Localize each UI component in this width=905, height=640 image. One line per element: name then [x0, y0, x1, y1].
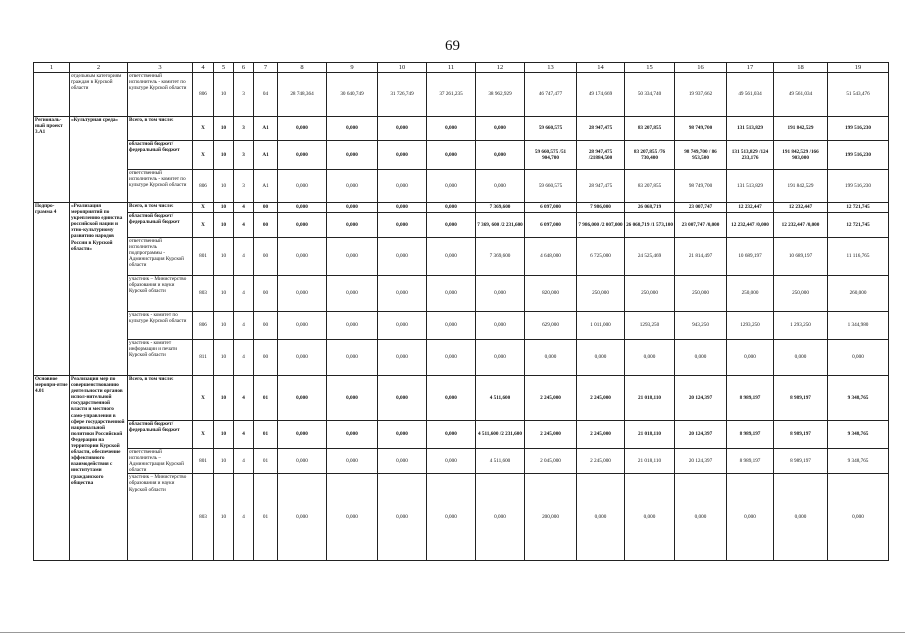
amount-cell: 1 344,980: [828, 312, 889, 340]
funding-source-cell: Всего, в том числе:: [128, 376, 193, 421]
amount-cell: 0,000: [427, 170, 476, 203]
amount-cell: 9 348,765: [828, 449, 889, 474]
amount-cell: 0,000: [727, 340, 774, 376]
amount-cell: 0,000: [427, 474, 476, 561]
amount-cell: 8 989,197: [727, 449, 774, 474]
amount-cell: 1293,250: [625, 312, 675, 340]
status-cell: Региональ-ный проект 3.А1: [34, 117, 70, 203]
amount-cell: 38 962,929: [476, 73, 525, 117]
amount-cell: 250,000: [675, 276, 727, 312]
amount-cell: 20 124,397: [675, 449, 727, 474]
funding-source-cell: Всего, в том числе:: [128, 203, 193, 213]
amount-cell: 83 207,855: [625, 170, 675, 203]
amount-cell: 8 989,197: [727, 421, 774, 449]
amount-cell: 0,000: [675, 340, 727, 376]
amount-cell: 1293,250: [727, 312, 774, 340]
amount-cell: 0,000: [278, 474, 327, 561]
amount-cell: 260,000: [828, 276, 889, 312]
funding-source-cell: участник - комитет информации и печати Курской области: [128, 340, 193, 376]
budget-code-cell: 3: [234, 141, 254, 170]
column-number-cell: 18: [774, 63, 828, 73]
budget-code-cell: 10: [214, 213, 234, 238]
funding-source-cell: областной бюджет/ федеральный бюджет: [128, 141, 193, 170]
amount-cell: 0,000: [625, 474, 675, 561]
budget-code-cell: 4: [234, 312, 254, 340]
budget-code-cell: 01: [254, 421, 278, 449]
name-cell: отдельным категориям граждан в Курской области: [70, 73, 128, 117]
amount-cell: 4 511,600: [476, 449, 525, 474]
amount-cell: 0,000: [378, 376, 427, 421]
amount-cell: 98 749,700 / 86 953,500: [675, 141, 727, 170]
amount-cell: 2 245,000: [577, 376, 625, 421]
funding-source-cell: ответственный исполнитель подпрограммы - Администрация Курской области: [128, 238, 193, 276]
amount-cell: 6 097,000: [525, 203, 577, 213]
amount-cell: 2 245,000: [577, 421, 625, 449]
amount-cell: 12 232,447: [774, 203, 828, 213]
amount-cell: 191 842,529: [774, 117, 828, 141]
amount-cell: 51 543,476: [828, 73, 889, 117]
funding-source-cell: участник – Министерство образования и науки Курской области: [128, 276, 193, 312]
amount-cell: 23 007,747: [675, 203, 727, 213]
table-row: [34, 238, 889, 276]
budget-code-cell: 4: [234, 340, 254, 376]
amount-cell: 0,000: [476, 474, 525, 561]
table-row: [34, 421, 889, 449]
amount-cell: 7 369,600: [476, 238, 525, 276]
budget-code-cell: 10: [214, 141, 234, 170]
budget-code-cell: 10: [214, 312, 234, 340]
amount-cell: 98 749,700: [675, 170, 727, 203]
amount-cell: 0,000: [476, 340, 525, 376]
amount-cell: 26 068,719: [625, 203, 675, 213]
amount-cell: 7 986,000 /2 007,000: [577, 213, 625, 238]
column-number-cell: 14: [577, 63, 625, 73]
amount-cell: 0,000: [327, 203, 378, 213]
table-row: [34, 376, 889, 421]
amount-cell: 200,000: [525, 474, 577, 561]
budget-code-cell: 04: [254, 73, 278, 117]
amount-cell: 131 513,829: [727, 117, 774, 141]
amount-cell: 9 348,765: [828, 376, 889, 421]
amount-cell: 8 989,197: [774, 449, 828, 474]
column-number-cell: 6: [234, 63, 254, 73]
amount-cell: 31 726,749: [378, 73, 427, 117]
amount-cell: 0,000: [378, 141, 427, 170]
amount-cell: 0,000: [278, 421, 327, 449]
budget-code-cell: 10: [214, 117, 234, 141]
amount-cell: 0,000: [476, 117, 525, 141]
column-number-cell: 13: [525, 63, 577, 73]
budget-code-cell: 3: [234, 117, 254, 141]
budget-code-cell: Х: [193, 421, 214, 449]
amount-cell: 0,000: [278, 276, 327, 312]
amount-cell: 8 989,197: [774, 376, 828, 421]
budget-code-cell: 811: [193, 340, 214, 376]
amount-cell: 0,000: [427, 340, 476, 376]
funding-source-cell: участник - комитет по культуре Курской области: [128, 312, 193, 340]
amount-cell: 0,000: [278, 340, 327, 376]
amount-cell: 0,000: [427, 213, 476, 238]
budget-code-cell: Х: [193, 141, 214, 170]
amount-cell: 21 018,110: [625, 421, 675, 449]
amount-cell: 0,000: [327, 238, 378, 276]
amount-cell: 24 525,469: [625, 238, 675, 276]
amount-cell: 0,000: [378, 474, 427, 561]
amount-cell: 59 660,575: [525, 117, 577, 141]
amount-cell: 0,000: [327, 141, 378, 170]
amount-cell: 0,000: [378, 213, 427, 238]
amount-cell: 199 516,230: [828, 117, 889, 141]
amount-cell: 59 660,575 /51 904,700: [525, 141, 577, 170]
amount-cell: 6 097,000: [525, 213, 577, 238]
amount-cell: 0,000: [327, 376, 378, 421]
amount-cell: 131 513,829 /124 233,176: [727, 141, 774, 170]
budget-code-cell: 00: [254, 238, 278, 276]
amount-cell: 0,000: [427, 312, 476, 340]
amount-cell: 12 721,745: [828, 203, 889, 213]
budget-code-cell: 10: [214, 238, 234, 276]
funding-source-cell: областной бюджет/ федеральный бюджет: [128, 213, 193, 238]
amount-cell: 1 011,000: [577, 312, 625, 340]
budget-code-cell: 00: [254, 340, 278, 376]
amount-cell: 2 245,000: [577, 449, 625, 474]
column-number-cell: 11: [427, 63, 476, 73]
amount-cell: 0,000: [327, 474, 378, 561]
column-number-cell: 12: [476, 63, 525, 73]
budget-code-cell: 01: [254, 449, 278, 474]
amount-cell: 4 511,600 /2 231,600: [476, 421, 525, 449]
amount-cell: 26 068,719 /1 573,100: [625, 213, 675, 238]
amount-cell: 0,000: [774, 340, 828, 376]
table-row: [34, 213, 889, 238]
amount-cell: 28 947,475: [577, 170, 625, 203]
table-row: [34, 73, 889, 117]
amount-cell: 250,000: [577, 276, 625, 312]
amount-cell: 12 721,745: [828, 213, 889, 238]
amount-cell: 4 511,600: [476, 376, 525, 421]
amount-cell: 0,000: [476, 312, 525, 340]
budget-code-cell: 806: [193, 170, 214, 203]
amount-cell: 0,000: [378, 170, 427, 203]
amount-cell: 0,000: [625, 340, 675, 376]
budget-code-cell: 10: [214, 276, 234, 312]
funding-source-cell: ответственный исполнитель - комитет по культуре Курской области: [128, 170, 193, 203]
amount-cell: 0,000: [378, 421, 427, 449]
table-row: [34, 170, 889, 203]
budget-code-cell: 3: [234, 73, 254, 117]
amount-cell: 0,000: [278, 238, 327, 276]
funding-source-cell: областной бюджет/ федеральный бюджет: [128, 421, 193, 449]
table-row: [34, 117, 889, 141]
column-number-cell: 1: [34, 63, 70, 73]
amount-cell: 11 116,765: [828, 238, 889, 276]
amount-cell: 0,000: [525, 340, 577, 376]
amount-cell: 46 747,477: [525, 73, 577, 117]
amount-cell: 50 334,740: [625, 73, 675, 117]
amount-cell: 0,000: [427, 238, 476, 276]
table-row: [34, 276, 889, 312]
amount-cell: 0,000: [675, 474, 727, 561]
amount-cell: 49 561,034: [774, 73, 828, 117]
budget-code-cell: 10: [214, 421, 234, 449]
amount-cell: 0,000: [378, 203, 427, 213]
amount-cell: 9 348,765: [828, 421, 889, 449]
amount-cell: 20 124,397: [675, 376, 727, 421]
amount-cell: 12 232,447: [727, 203, 774, 213]
amount-cell: 131 513,829: [727, 170, 774, 203]
column-number-cell: 3: [128, 63, 193, 73]
amount-cell: 0,000: [427, 376, 476, 421]
table-row: [34, 449, 889, 474]
column-number-cell: 19: [828, 63, 889, 73]
budget-code-cell: 3: [234, 170, 254, 203]
budget-code-cell: А1: [254, 141, 278, 170]
amount-cell: 199 516,230: [828, 141, 889, 170]
amount-cell: 7 986,000: [577, 203, 625, 213]
status-cell: [34, 73, 70, 117]
amount-cell: 1 293,250: [774, 312, 828, 340]
amount-cell: 83 207,855: [625, 117, 675, 141]
amount-cell: 0,000: [327, 170, 378, 203]
amount-cell: 0,000: [427, 449, 476, 474]
amount-cell: 0,000: [427, 141, 476, 170]
amount-cell: 98 749,700: [675, 117, 727, 141]
amount-cell: 943,250: [675, 312, 727, 340]
amount-cell: 0,000: [476, 170, 525, 203]
column-number-cell: 10: [378, 63, 427, 73]
amount-cell: 20 124,397: [675, 421, 727, 449]
amount-cell: 0,000: [427, 117, 476, 141]
budget-code-cell: 01: [254, 376, 278, 421]
amount-cell: 83 207,855 /76 730,400: [625, 141, 675, 170]
budget-table: [33, 62, 889, 561]
funding-source-cell: участник – Министерство образования и науки Курской области: [128, 474, 193, 561]
amount-cell: 12 232,447 /0,000: [774, 213, 828, 238]
amount-cell: 0,000: [828, 340, 889, 376]
amount-cell: 28 947,475: [577, 117, 625, 141]
amount-cell: 0,000: [427, 421, 476, 449]
amount-cell: 199 516,230: [828, 170, 889, 203]
table-row: [34, 141, 889, 170]
budget-code-cell: Х: [193, 213, 214, 238]
amount-cell: 0,000: [327, 276, 378, 312]
budget-code-cell: 4: [234, 276, 254, 312]
status-cell: Подпро-грамма 4: [34, 203, 70, 376]
amount-cell: 8 989,197: [774, 421, 828, 449]
amount-cell: 0,000: [476, 141, 525, 170]
name-cell: Реализация мер по совершенствованию деятельности органов испол-нительной государственной власти и местного само-управления в сфере государственной национальной политики Российской Федерации на территории Курской области, обеспечение эффективного взаимодействия с институтами гражданского общества: [70, 376, 128, 561]
amount-cell: 12 232,447 /0,000: [727, 213, 774, 238]
amount-cell: 2 245,000: [525, 421, 577, 449]
amount-cell: 0,000: [476, 276, 525, 312]
column-number-cell: 8: [278, 63, 327, 73]
amount-cell: 0,000: [427, 203, 476, 213]
column-number-cell: 2: [70, 63, 128, 73]
amount-cell: 4 648,000: [525, 238, 577, 276]
budget-code-cell: 803: [193, 474, 214, 561]
amount-cell: 0,000: [378, 312, 427, 340]
amount-cell: 49 561,034: [727, 73, 774, 117]
column-number-cell: 7: [254, 63, 278, 73]
table-body: [34, 63, 889, 561]
amount-cell: 8 989,197: [727, 376, 774, 421]
name-cell: «Реализация мероприятий по укреплению единства российской нации и этно-культурному развитию народов России в Курской области»: [70, 203, 128, 376]
amount-cell: 629,000: [525, 312, 577, 340]
budget-code-cell: А1: [254, 117, 278, 141]
amount-cell: 49 174,669: [577, 73, 625, 117]
budget-code-cell: 10: [214, 340, 234, 376]
budget-code-cell: 4: [234, 449, 254, 474]
amount-cell: 21 018,110: [625, 449, 675, 474]
budget-code-cell: Х: [193, 376, 214, 421]
amount-cell: 0,000: [278, 449, 327, 474]
amount-cell: 6 725,000: [577, 238, 625, 276]
amount-cell: 19 937,662: [675, 73, 727, 117]
name-cell: «Культурная среда»: [70, 117, 128, 203]
amount-cell: 0,000: [327, 312, 378, 340]
amount-cell: 10 689,197: [727, 238, 774, 276]
amount-cell: 7 369,600: [476, 203, 525, 213]
amount-cell: 191 842,529 /166 903,000: [774, 141, 828, 170]
amount-cell: 0,000: [327, 421, 378, 449]
budget-code-cell: А1: [254, 170, 278, 203]
amount-cell: 0,000: [327, 340, 378, 376]
amount-cell: 820,000: [525, 276, 577, 312]
amount-cell: 59 660,575: [525, 170, 577, 203]
table-row: [34, 203, 889, 213]
budget-code-cell: 00: [254, 276, 278, 312]
amount-cell: 0,000: [278, 170, 327, 203]
amount-cell: 0,000: [327, 117, 378, 141]
amount-cell: 250,000: [774, 276, 828, 312]
amount-cell: 28 748,364: [278, 73, 327, 117]
amount-cell: 21 018,110: [625, 376, 675, 421]
amount-cell: 191 842,529: [774, 170, 828, 203]
budget-code-cell: 4: [234, 421, 254, 449]
budget-code-cell: 801: [193, 238, 214, 276]
budget-code-cell: 4: [234, 376, 254, 421]
amount-cell: 0,000: [327, 449, 378, 474]
column-number-cell: 9: [327, 63, 378, 73]
amount-cell: 2 245,000: [525, 376, 577, 421]
budget-code-cell: 801: [193, 449, 214, 474]
amount-cell: 0,000: [378, 449, 427, 474]
amount-cell: 0,000: [378, 340, 427, 376]
amount-cell: 250,000: [727, 276, 774, 312]
amount-cell: 30 640,749: [327, 73, 378, 117]
table-row: [34, 312, 889, 340]
column-number-cell: 4: [193, 63, 214, 73]
amount-cell: 0,000: [378, 276, 427, 312]
column-number-cell: 5: [214, 63, 234, 73]
table-row: [34, 340, 889, 376]
column-number-cell: 16: [675, 63, 727, 73]
amount-cell: 0,000: [278, 213, 327, 238]
amount-cell: 0,000: [727, 474, 774, 561]
budget-code-cell: 806: [193, 73, 214, 117]
amount-cell: 0,000: [828, 474, 889, 561]
budget-code-cell: 10: [214, 474, 234, 561]
table-row: [34, 474, 889, 561]
budget-code-cell: 10: [214, 449, 234, 474]
amount-cell: 0,000: [427, 276, 476, 312]
amount-cell: 0,000: [327, 213, 378, 238]
budget-code-cell: 00: [254, 312, 278, 340]
amount-cell: 0,000: [378, 238, 427, 276]
budget-code-cell: 00: [254, 213, 278, 238]
column-number-cell: 17: [727, 63, 774, 73]
amount-cell: 23 007,747 /0,000: [675, 213, 727, 238]
amount-cell: 0,000: [577, 474, 625, 561]
amount-cell: 0,000: [278, 203, 327, 213]
amount-cell: 10 689,197: [774, 238, 828, 276]
amount-cell: 28 947,475 /21884,500: [577, 141, 625, 170]
budget-code-cell: 10: [214, 203, 234, 213]
amount-cell: 7 369, 600 /2 231,600: [476, 213, 525, 238]
table-header-row: [34, 63, 889, 73]
amount-cell: 21 814,497: [675, 238, 727, 276]
budget-code-cell: 4: [234, 474, 254, 561]
amount-cell: 0,000: [774, 474, 828, 561]
status-cell: Основное меропри-ятие 4.01: [34, 376, 70, 561]
amount-cell: 0,000: [577, 340, 625, 376]
budget-code-cell: Х: [193, 203, 214, 213]
amount-cell: 37 261,235: [427, 73, 476, 117]
funding-source-cell: Всего, в том числе:: [128, 117, 193, 141]
budget-code-cell: 10: [214, 376, 234, 421]
amount-cell: 0,000: [278, 312, 327, 340]
budget-code-cell: 00: [254, 203, 278, 213]
amount-cell: 2 045,000: [525, 449, 577, 474]
budget-code-cell: 10: [214, 73, 234, 117]
budget-code-cell: 803: [193, 276, 214, 312]
amount-cell: 0,000: [278, 141, 327, 170]
funding-source-cell: ответственный исполнитель – Администрация Курской области: [128, 449, 193, 474]
budget-code-cell: 10: [214, 170, 234, 203]
amount-cell: 250,000: [625, 276, 675, 312]
amount-cell: 0,000: [278, 117, 327, 141]
budget-code-cell: Х: [193, 117, 214, 141]
budget-code-cell: 4: [234, 238, 254, 276]
budget-code-cell: 01: [254, 474, 278, 561]
budget-code-cell: 4: [234, 213, 254, 238]
amount-cell: 0,000: [278, 376, 327, 421]
budget-code-cell: 4: [234, 203, 254, 213]
page-bottom-rule: [0, 632, 905, 633]
column-number-cell: 15: [625, 63, 675, 73]
budget-code-cell: 806: [193, 312, 214, 340]
page-number: 69: [445, 38, 460, 54]
funding-source-cell: ответственный исполнитель - комитет по культуре Курской области: [128, 73, 193, 117]
amount-cell: 0,000: [378, 117, 427, 141]
